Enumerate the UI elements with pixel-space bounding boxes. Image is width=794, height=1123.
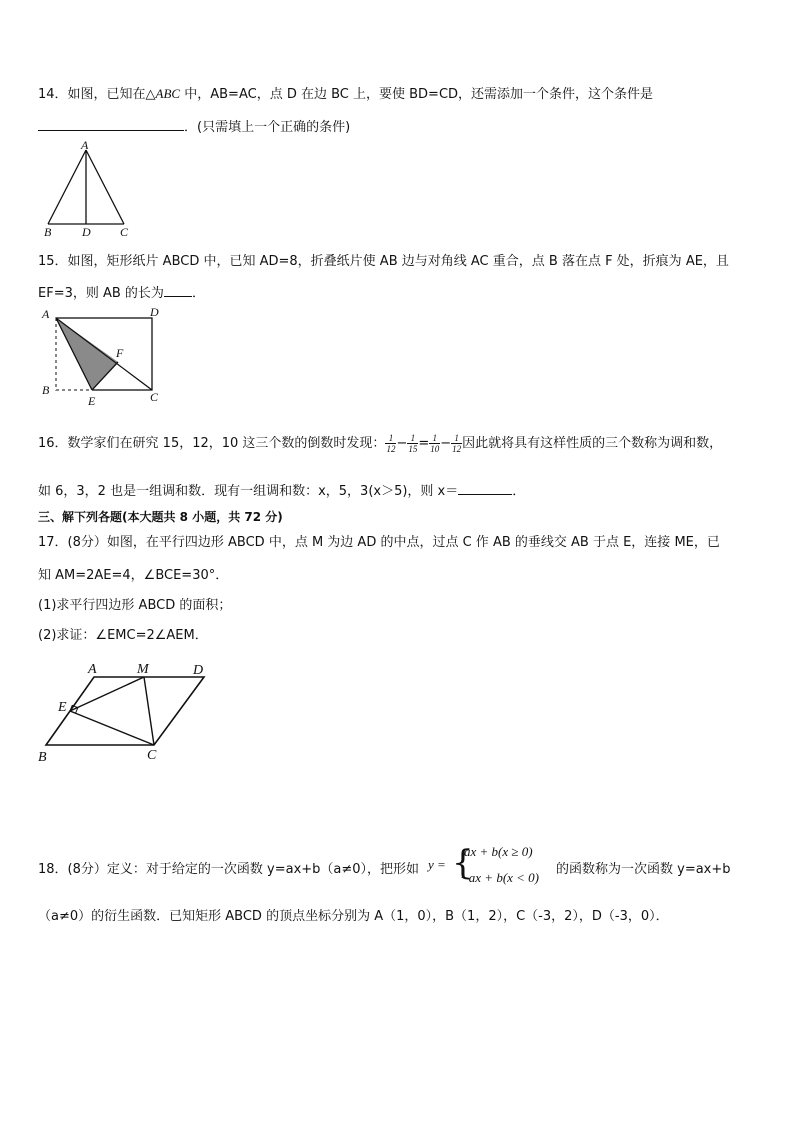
q17-line1: 17．(8分）如图，在平行四边形 ABCD 中，点 M 为边 AD 的中点，过点 C 作 AB 的垂线交 AB 于点 E，连接 ME，已 xyxy=(38,535,720,550)
q16-line1 xyxy=(38,432,722,454)
q15-line2 xyxy=(38,282,205,301)
q14-label-b: B xyxy=(44,225,52,239)
q15-label-d: D xyxy=(150,305,159,319)
q14-line1 xyxy=(38,83,653,102)
q16-text-a: 16．数学家们在研究 15，12，10 这三个数的倒数时发现： xyxy=(38,436,386,451)
q14-line2 xyxy=(38,116,350,135)
q14-text-a: 14．如图，已知在 xyxy=(38,87,146,102)
q17-label-a: A xyxy=(88,662,97,677)
q17-line2: 知 AM=2AE=4，∠BCE=30°． xyxy=(38,568,229,583)
q16-op-3: − xyxy=(440,436,452,451)
q15-label-c: C xyxy=(150,390,159,404)
q17-part1: (1)求平行四边形 ABCD 的面积； xyxy=(38,598,232,613)
q15-label-e: E xyxy=(88,394,96,408)
q16-line2 xyxy=(38,480,525,499)
q14-note: ．(只需填上一个正确的条件) xyxy=(184,120,351,135)
q18-line1-a: 18．(8分）定义：对于给定的一次函数 y=ax+b（a≠0），把形如 xyxy=(38,862,420,877)
q14-label-a: A xyxy=(81,138,89,152)
q15-text-a: EF=3，则 AB 的长为 xyxy=(38,286,164,301)
q18-line2: （a≠0）的衍生函数．已知矩形 ABCD 的顶点坐标分别为 A（1，0），B（1，2），C（-3，2），D（-3，0）． xyxy=(38,909,669,924)
q17-label-m: M xyxy=(137,662,149,677)
q15-rectangle-figure xyxy=(38,306,168,406)
q17-label-b: B xyxy=(38,750,47,765)
q16-fraction-4: $\frac{1}{12}$ xyxy=(452,433,462,454)
q16-answer-blank[interactable] xyxy=(458,482,512,495)
q18-piece-1: ax + b(x ≥ 0) xyxy=(464,844,533,859)
q14-triangle-figure xyxy=(38,140,138,240)
q17-label-e: E xyxy=(58,700,67,715)
q17-parallelogram-figure xyxy=(36,660,216,770)
q16-fraction-2: $\frac{1}{15}$ xyxy=(408,433,418,454)
q17-label-d: D xyxy=(193,663,204,678)
q16-op-2: = xyxy=(418,436,430,451)
q17-part2: (2)求证：∠EMC=2∠AEM． xyxy=(38,628,208,643)
q17-label-c: C xyxy=(147,748,157,763)
q14-label-d: D xyxy=(82,225,91,239)
q14-answer-blank[interactable] xyxy=(38,118,184,131)
q16-text-d: ． xyxy=(512,484,526,499)
q18-line1-b: 的函数称为一次函数 y=ax+b xyxy=(556,862,731,877)
q18-brace: { xyxy=(452,843,474,883)
q15-label-b: B xyxy=(42,383,50,397)
q15-label-f: F xyxy=(116,346,124,360)
q15-line1: 15．如图，矩形纸片 ABCD 中，已知 AD=8，折叠纸片使 AB 边与对角线 AC 重合，点 B 落在点 F 处，折痕为 AE，且 xyxy=(38,254,729,269)
q18-piece-2: −ax + b(x < 0) xyxy=(460,870,540,885)
q15-text-b: ． xyxy=(191,286,205,301)
section-3-heading: 三、解下列各题(本大题共 8 小题，共 72 分) xyxy=(38,510,283,524)
q16-text-b: 因此就将具有这样性质的三个数称为调和数， xyxy=(462,436,723,451)
q16-fraction-3: $\frac{1}{10}$ xyxy=(430,433,440,454)
q14-triangle: △ABC xyxy=(145,86,181,101)
q16-op-1: − xyxy=(396,436,408,451)
q16-text-c: 如 6，3，2 也是一组调和数．现有一组调和数：x，5，3(x＞5)，则 x＝ xyxy=(38,484,459,499)
q16-fraction-1: $\frac{1}{12}$ xyxy=(386,433,396,454)
q15-label-a: A xyxy=(42,307,50,321)
q18-piece-y: y = xyxy=(428,857,446,872)
q14-text-b: 中，AB=AC，点 D 在边 BC 上，要使 BD=CD，还需添加一个条件，这个条件是 xyxy=(180,87,654,102)
q15-answer-blank[interactable] xyxy=(164,284,192,297)
q14-label-c: C xyxy=(120,225,129,239)
